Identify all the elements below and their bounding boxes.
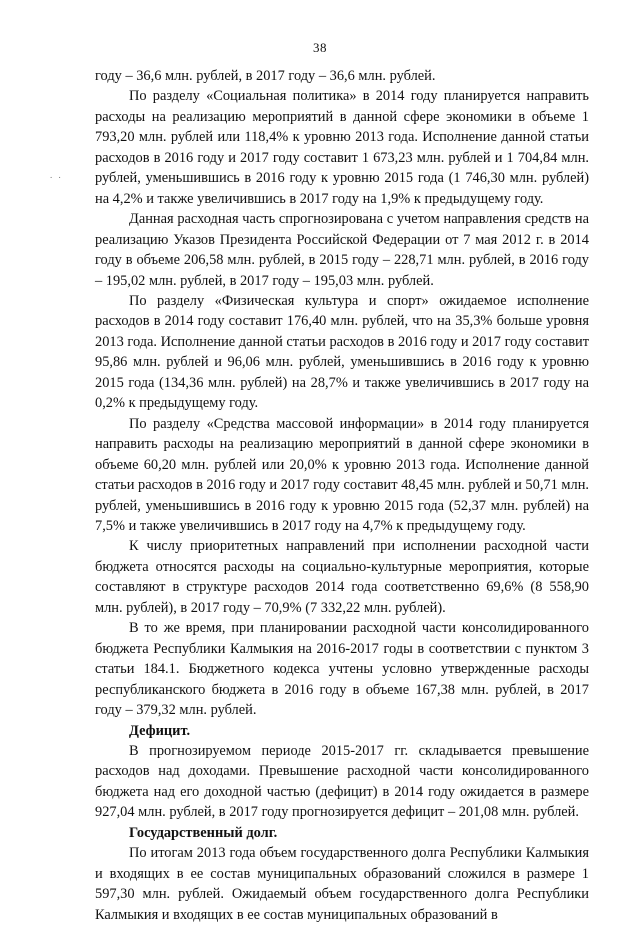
paragraph-conditionally-approved: В то же время, при планировании расходной части консолидированного бюджета Республики Калмыкия на 2016-2017 годы в соответствии с пунктом 3 статьи 184.1. Бюджетного кодекса учтены условно утвержденные расходы республиканского бюджета в 2016 году в объеме 167,38 млн. рублей, в 2017 году – 379,32 млн. рублей. [95,620,589,719]
paragraph-mass-media: По разделу «Средства массовой информации» в 2014 году планируется направить расходы на реализацию мероприятий в данной сфере экономики в объеме 60,20 млн. рублей или 20,0% к уровню 2013 года. Исполнение данной статьи расходов в 2016 году и 2017 году составит 48,45 млн. рублей и 50,71 млн. рублей, уменьшившись в 2016 году к уровню 2015 года (52,37 млн. рублей) на 7,5% и также увеличившись в 2017 году на 4,7% к предыдущему году. [95,415,589,534]
paragraph-priority-directions: К числу приоритетных направлений при исполнении расходной части бюджета относятся расходы на социально-культурные мероприятия, которые составляют в структуре расходов 2014 года соответственно 69,6% (8 558,90 млн. рублей), в 2017 году – 70,9% (7 332,22 млн. рублей). [95,538,589,616]
heading-state-debt: Государственный долг. [129,824,278,841]
margin-marks: . . [50,170,63,180]
document-body [95,66,589,925]
paragraph-physical-culture-sport: По разделу «Физическая культура и спорт» ожидаемое исполнение расходов в 2014 году составит 176,40 млн. рублей, что на 35,3% больше уровня 2013 года. Исполнение данной статьи расходов в 2016 году и 2017 году составит 95,86 млн. рублей и 96,06 млн. рублей, уменьшившись в 2016 году к уровню 2015 года (134,36 млн. рублей) на 28,7% и также увеличившись в 2017 году на 0,2% к предыдущему году. [95,292,589,412]
paragraph-continuation: году – 36,6 млн. рублей, в 2017 году – 36,6 млн. рублей. [95,68,436,84]
page-number: 38 [313,40,327,55]
heading-deficit: Дефицит. [129,722,191,739]
paragraph-state-debt: По итогам 2013 года объем государственного долга Республики Калмыкия и входящих в ее состав муниципальных образований сложился в размере 1 597,30 млн. рублей. Ожидаемый объем государственного долга Республики Калмыкия и входящих в ее состав муниципальных образований в [95,845,589,923]
paragraph-social-policy: По разделу «Социальная политика» в 2014 году планируется направить расходы на реализацию мероприятий в данной сфере экономики в объеме 1 793,20 млн. рублей или 118,4% к уровню 2013 года. Исполнение данной статьи расходов в 2016 году и 2017 году составит 1 673,23 млн. рублей и 1 704,84 млн. рублей, уменьшившись в 2016 году к уровню 2015 года (1 746,30 млн. рублей) на 4,2% и также увеличившись в 2017 году на 1,9% к предыдущему году. [95,88,589,207]
paragraph-presidential-decrees: Данная расходная часть спрогнозирована с учетом направления средств на реализацию Указов Президента Российской Федерации от 7 мая 2012 г. в 2014 году в объеме 206,58 млн. рублей, в 2015 году – 228,71 млн. рублей, в 2016 году – 195,02 млн. рублей, в 2017 году – 195,03 млн. рублей. [95,211,589,289]
paragraph-deficit: В прогнозируемом периоде 2015-2017 гг. складывается превышение расходов над доходами. Превышение расходной части консолидированного бюджета над его доходной частью (дефицит) в 2014 году ожидается в размере 927,04 млн. рублей, в 2017 году прогнозируется дефицит – 201,08 млн. рублей. [95,742,589,821]
